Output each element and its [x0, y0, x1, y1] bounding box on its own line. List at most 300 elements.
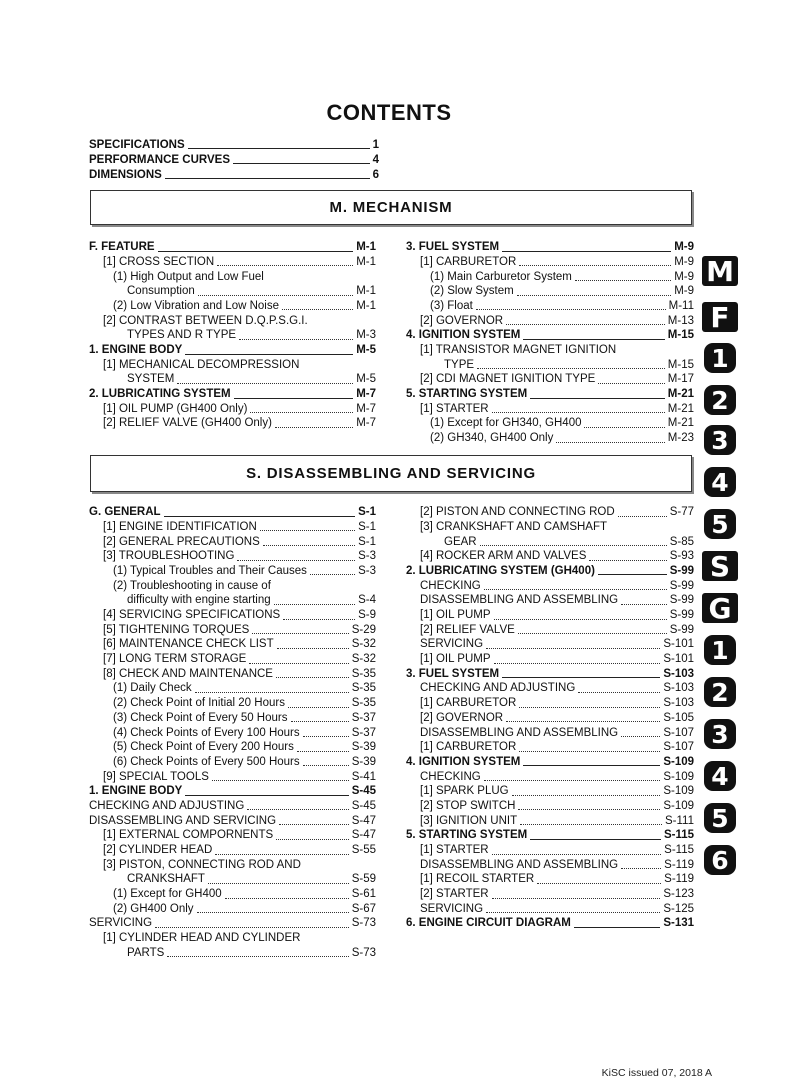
toc-entry-page: S-47 — [351, 829, 376, 842]
toc-entry-label: [2] CYLINDER HEAD — [103, 844, 213, 856]
toc-leader — [506, 721, 660, 722]
toc-entry — [406, 328, 694, 343]
toc-leader — [185, 354, 353, 355]
toc-entry-page: S-103 — [663, 682, 694, 695]
toc-entry-page: M-3 — [356, 329, 376, 342]
toc-entry-label: (1) High Output and Low Fuel — [113, 270, 264, 283]
toc-entry — [406, 343, 694, 358]
toc-entry — [406, 593, 694, 608]
toc-leader — [303, 765, 349, 766]
toc-entry-label: (1) Except for GH400 — [113, 888, 222, 901]
toc-leader — [477, 368, 665, 369]
toc-entry — [89, 902, 376, 917]
toc-entry — [406, 534, 694, 549]
toc-entry — [406, 431, 694, 446]
toc-entry — [406, 755, 694, 770]
toc-entry-page: M-15 — [667, 358, 694, 371]
toc-entry-label: TYPE — [444, 358, 475, 371]
toc-leader — [523, 765, 660, 766]
toc-entry-page: S-1 — [358, 535, 376, 548]
toc-entry — [406, 549, 694, 564]
toc-entry — [406, 637, 694, 652]
section-s-heading: S. DISASSEMBLING AND SERVICING — [90, 455, 692, 492]
toc-entry-page: M-7 — [356, 388, 376, 401]
toc-entry-page: S-41 — [351, 770, 376, 783]
toc-entry-page: S-115 — [663, 829, 694, 842]
toc-entry — [89, 946, 376, 961]
toc-leader — [492, 412, 665, 413]
toc-entry — [406, 387, 694, 402]
toc-leader — [502, 677, 660, 678]
toc-leader — [198, 295, 353, 296]
toc-leader — [263, 545, 355, 546]
toc-leader — [537, 883, 661, 884]
toc-leader — [621, 604, 667, 605]
toc-leader — [523, 339, 664, 340]
toc-entry — [406, 799, 694, 814]
toc-entry — [89, 799, 376, 814]
toc-entry-page: S-111 — [665, 814, 694, 827]
toc-leader — [589, 560, 666, 561]
toc-leader — [519, 751, 660, 752]
toc-entry-label: [1] CYLINDER HEAD AND CYLINDER — [103, 932, 301, 945]
toc-entry — [89, 416, 376, 431]
toc-entry-label: TYPES AND R TYPE — [127, 329, 237, 342]
toc-entry — [89, 931, 376, 946]
page-title: CONTENTS — [326, 100, 452, 125]
toc-entry — [406, 284, 694, 299]
toc-entry-label: [3] IGNITION UNIT — [420, 814, 518, 827]
toc-entry-page: M-11 — [668, 299, 694, 312]
toc-entry — [89, 872, 376, 887]
toc-leader — [237, 560, 355, 561]
toc-leader — [519, 707, 660, 708]
toc-entry-label: [2] CDI MAGNET IGNITION TYPE — [420, 373, 596, 386]
toc-entry-label: 6. ENGINE CIRCUIT DIAGRAM — [406, 917, 571, 930]
toc-entry — [89, 887, 376, 902]
toc-entry-label: 4. IGNITION SYSTEM — [406, 329, 521, 342]
toc-entry — [89, 313, 376, 328]
section-s-right-column — [406, 505, 694, 931]
toc-entry-page: S-119 — [664, 873, 694, 886]
toc-entry-label: [1] CARBURETOR — [420, 697, 517, 710]
toc-entry-page: S-101 — [663, 638, 694, 651]
toc-leader — [274, 604, 355, 605]
toc-entry-page: 1 — [372, 138, 379, 151]
toc-entry-label: [2] PISTON AND CONNECTING ROD — [420, 506, 615, 519]
toc-entry — [406, 725, 694, 740]
toc-leader — [288, 707, 349, 708]
toc-entry-label: SERVICING — [420, 902, 484, 915]
toc-leader — [575, 280, 671, 281]
toc-leader — [188, 148, 370, 149]
toc-entry — [406, 402, 694, 417]
toc-entry — [89, 299, 376, 314]
toc-entry-page: M-21 — [667, 388, 694, 401]
toc-entry-page: M-21 — [667, 402, 694, 415]
toc-entry — [406, 696, 694, 711]
toc-leader — [225, 898, 349, 899]
toc-entry-label: SERVICING — [89, 917, 153, 930]
toc-entry-label: SPECIFICATIONS — [89, 138, 185, 151]
toc-entry-label: [1] RECOIL STARTER — [420, 873, 535, 886]
toc-leader — [518, 809, 660, 810]
toc-leader — [291, 721, 349, 722]
toc-entry — [406, 667, 694, 682]
toc-leader — [578, 692, 660, 693]
toc-entry-page: S-39 — [351, 755, 376, 768]
toc-leader — [494, 619, 667, 620]
side-tab-g: G — [702, 593, 738, 623]
toc-entry — [406, 916, 694, 931]
toc-entry — [89, 916, 376, 931]
toc-entry-label: CHECKING — [420, 579, 481, 592]
toc-entry — [406, 740, 694, 755]
side-tab-6: 6 — [704, 845, 736, 875]
top-toc — [89, 137, 379, 182]
toc-entry-label: [4] SERVICING SPECIFICATIONS — [103, 609, 281, 621]
toc-entry-label: (2) GH400 Only — [113, 902, 194, 915]
side-tab-1: 1 — [704, 635, 736, 665]
toc-entry-page: S-103 — [663, 667, 694, 680]
toc-entry-page: S-1 — [358, 520, 376, 533]
toc-entry — [89, 681, 376, 696]
toc-leader — [486, 648, 660, 649]
toc-entry-label: [2] STARTER — [420, 888, 489, 901]
toc-entry — [89, 858, 376, 873]
toc-entry-label: (1) Main Carburetor System — [430, 270, 572, 283]
footer-issue-note: KiSC issued 07, 2018 A — [601, 1067, 712, 1079]
toc-leader — [506, 324, 665, 325]
toc-entry-page: S-1 — [358, 506, 376, 519]
toc-entry-page: S-73 — [351, 917, 376, 930]
toc-leader — [164, 516, 356, 517]
toc-entry — [406, 313, 694, 328]
section-m-left-column — [89, 240, 376, 431]
toc-entry — [406, 711, 694, 726]
toc-entry-page: M-1 — [356, 299, 376, 312]
toc-entry-page: S-99 — [669, 609, 694, 621]
toc-entry — [406, 843, 694, 858]
toc-entry-page: S-109 — [663, 799, 694, 812]
toc-entry-label: (5) Check Point of Every 200 Hours — [113, 741, 294, 754]
toc-entry-page: M-5 — [356, 373, 376, 386]
toc-entry-label: 1. ENGINE BODY — [89, 344, 183, 356]
toc-entry-label: GEAR — [444, 535, 477, 548]
toc-entry-label: [2] GOVERNOR — [420, 314, 504, 327]
toc-entry-label: DISASSEMBLING AND ASSEMBLING — [420, 726, 619, 739]
toc-leader — [520, 824, 662, 825]
toc-leader — [252, 633, 348, 634]
toc-entry-page: S-39 — [351, 741, 376, 754]
toc-entry-page: S-3 — [358, 564, 376, 577]
toc-entry-page: S-119 — [664, 858, 694, 871]
toc-leader — [215, 854, 348, 855]
toc-entry-label: CHECKING AND ADJUSTING — [420, 682, 576, 695]
side-tab-2: 2 — [704, 677, 736, 707]
toc-entry-label: [8] CHECK AND MAINTENANCE — [103, 667, 273, 680]
toc-entry — [406, 520, 694, 535]
toc-entry-label: CHECKING AND ADJUSTING — [89, 799, 245, 812]
toc-entry — [89, 343, 376, 358]
toc-entry-page: M-7 — [356, 402, 376, 415]
toc-entry-page: M-7 — [356, 417, 376, 430]
toc-entry-page: S-47 — [351, 814, 376, 827]
toc-entry-page: S-61 — [351, 888, 376, 901]
toc-entry-page: S-55 — [351, 844, 376, 856]
toc-entry — [406, 872, 694, 887]
toc-entry-label: PARTS — [127, 946, 165, 959]
toc-leader — [165, 178, 370, 179]
toc-entry-label: [1] STARTER — [420, 844, 489, 856]
toc-entry — [89, 269, 376, 284]
toc-entry — [406, 564, 694, 579]
toc-entry-page: S-93 — [669, 550, 694, 563]
toc-entry-label: [1] TRANSISTOR MAGNET IGNITION — [420, 344, 617, 356]
toc-leader — [556, 442, 664, 443]
toc-entry-page: S-9 — [358, 609, 376, 621]
toc-entry — [406, 240, 694, 255]
toc-leader — [476, 309, 666, 310]
toc-entry — [89, 534, 376, 549]
toc-entry-page: S-109 — [663, 755, 694, 768]
toc-entry-label: 1. ENGINE BODY — [89, 785, 183, 798]
toc-entry-page: S-3 — [358, 550, 376, 563]
toc-entry-page: S-131 — [663, 917, 694, 930]
toc-entry-label: (2) Check Point of Initial 20 Hours — [113, 697, 285, 710]
toc-entry — [89, 667, 376, 682]
toc-entry-label: [7] LONG TERM STORAGE — [103, 653, 247, 666]
toc-leader — [598, 574, 667, 575]
side-tab-1: 1 — [704, 343, 736, 373]
toc-entry-page: S-32 — [351, 653, 376, 666]
toc-entry-label: Consumption — [127, 285, 195, 298]
toc-entry — [406, 372, 694, 387]
toc-leader — [621, 736, 660, 737]
toc-entry — [406, 608, 694, 623]
side-tab-3: 3 — [704, 719, 736, 749]
toc-leader — [598, 383, 665, 384]
side-tab-2: 2 — [704, 385, 736, 415]
toc-entry-label: [4] ROCKER ARM AND VALVES — [420, 550, 587, 563]
toc-leader — [618, 516, 667, 517]
toc-entry-page: M-1 — [356, 255, 376, 268]
toc-entry-page: S-35 — [351, 697, 376, 710]
toc-leader — [574, 927, 660, 928]
toc-leader — [530, 398, 665, 399]
toc-entry-label: [1] OIL PUMP — [420, 653, 491, 666]
toc-entry — [406, 358, 694, 373]
toc-leader — [519, 265, 671, 266]
toc-entry-page: M-13 — [667, 314, 694, 327]
side-tab-4: 4 — [704, 761, 736, 791]
toc-entry-page: M-5 — [356, 344, 376, 356]
toc-entry-page: S-103 — [663, 697, 694, 710]
toc-entry-label: 4. IGNITION SYSTEM — [406, 755, 521, 768]
toc-entry — [89, 520, 376, 535]
toc-leader — [277, 648, 349, 649]
toc-leader — [283, 619, 355, 620]
toc-entry-page: S-37 — [351, 711, 376, 724]
toc-entry-page: S-125 — [663, 902, 694, 915]
toc-entry-label: [1] OIL PUMP (GH400 Only) — [103, 402, 248, 415]
toc-entry — [406, 858, 694, 873]
toc-entry — [406, 681, 694, 696]
toc-entry — [89, 769, 376, 784]
toc-leader — [197, 912, 349, 913]
section-m-heading: M. MECHANISM — [90, 190, 692, 225]
toc-entry — [89, 284, 376, 299]
toc-entry — [89, 137, 379, 152]
toc-entry-page: S-59 — [351, 873, 376, 886]
toc-entry — [406, 887, 694, 902]
toc-entry — [89, 652, 376, 667]
toc-entry — [89, 167, 379, 182]
side-tab-5: 5 — [704, 509, 736, 539]
toc-entry-label: [1] STARTER — [420, 402, 489, 415]
toc-entry-page: S-123 — [663, 888, 694, 901]
toc-entry-label: (2) Troubleshooting in cause of — [113, 579, 271, 592]
toc-entry-label: DISASSEMBLING AND SERVICING — [89, 814, 277, 827]
toc-entry-page: S-4 — [358, 594, 376, 607]
toc-entry-label: G. GENERAL — [89, 506, 161, 519]
toc-entry-page: S-115 — [664, 844, 694, 856]
toc-leader — [279, 824, 349, 825]
toc-entry-label: 3. FUEL SYSTEM — [406, 667, 500, 680]
toc-entry-page: S-35 — [351, 667, 376, 680]
toc-leader — [494, 663, 661, 664]
toc-entry — [89, 255, 376, 270]
toc-entry — [406, 902, 694, 917]
toc-entry — [89, 608, 376, 623]
toc-entry-page: M-9 — [674, 285, 694, 298]
toc-entry-label: (3) Float — [430, 299, 473, 312]
toc-entry-label: 5. STARTING SYSTEM — [406, 388, 528, 401]
toc-entry-label: [2] STOP SWITCH — [420, 799, 516, 812]
toc-entry-label: [1] CROSS SECTION — [103, 255, 215, 268]
toc-entry-page: S-99 — [669, 594, 694, 607]
toc-leader — [276, 677, 349, 678]
toc-entry-label: DISASSEMBLING AND ASSEMBLING — [420, 594, 619, 607]
toc-entry-page: M-9 — [674, 241, 694, 254]
toc-entry-label: [3] TROUBLESHOOTING — [103, 550, 235, 563]
toc-leader — [621, 868, 661, 869]
toc-leader — [208, 883, 349, 884]
toc-entry-page: M-1 — [356, 285, 376, 298]
toc-entry-label: (4) Check Points of Every 100 Hours — [113, 726, 300, 739]
toc-entry-label: [2] CONTRAST BETWEEN D.Q.P.S.G.I. — [103, 314, 308, 327]
toc-leader — [250, 412, 353, 413]
toc-entry — [89, 623, 376, 638]
toc-entry-label: difficulty with engine starting — [127, 594, 271, 607]
toc-leader — [480, 545, 667, 546]
toc-entry — [406, 269, 694, 284]
toc-entry — [89, 578, 376, 593]
toc-entry-page: M-21 — [667, 417, 694, 430]
toc-leader — [310, 574, 355, 575]
toc-entry-page: S-99 — [669, 623, 694, 636]
toc-entry-page: S-85 — [669, 535, 694, 548]
toc-entry-label: [3] CRANKSHAFT AND CAMSHAFT — [420, 520, 608, 533]
toc-entry-label: [1] CARBURETOR — [420, 741, 517, 754]
toc-leader — [249, 663, 348, 664]
toc-entry-page: S-67 — [351, 902, 376, 915]
toc-entry — [89, 372, 376, 387]
toc-entry-label: [1] EXTERNAL COMPORNENTS — [103, 829, 274, 842]
toc-entry — [89, 549, 376, 564]
toc-entry-label: (1) Daily Check — [113, 682, 192, 695]
toc-entry — [89, 740, 376, 755]
toc-entry-label: (1) Typical Troubles and Their Causes — [113, 564, 307, 577]
toc-entry-page: S-45 — [351, 785, 376, 798]
side-tab-3: 3 — [704, 425, 736, 455]
toc-entry — [89, 843, 376, 858]
toc-entry-label: SERVICING — [420, 638, 484, 651]
toc-entry — [89, 328, 376, 343]
toc-entry-label: [5] TIGHTENING TORQUES — [103, 623, 250, 636]
toc-entry-label: [1] ENGINE IDENTIFICATION — [103, 520, 257, 533]
toc-leader — [492, 898, 661, 899]
toc-leader — [158, 251, 354, 252]
toc-leader — [275, 427, 353, 428]
toc-entry-label: (2) GH340, GH400 Only — [430, 432, 554, 445]
section-m-right-column — [406, 240, 694, 446]
toc-entry-page: S-101 — [663, 653, 694, 666]
side-tab-m: M — [702, 256, 738, 286]
toc-entry-page: S-109 — [663, 770, 694, 783]
toc-entry — [89, 505, 376, 520]
toc-entry-label: [1] OIL PUMP — [420, 609, 491, 621]
toc-entry-page: S-107 — [663, 726, 694, 739]
toc-entry-label: (3) Check Point of Every 50 Hours — [113, 711, 288, 724]
toc-entry — [406, 769, 694, 784]
toc-entry — [89, 711, 376, 726]
toc-entry-page: M-1 — [356, 241, 376, 254]
toc-entry-label: CRANKSHAFT — [127, 873, 205, 886]
toc-leader — [276, 839, 349, 840]
toc-entry-page: S-32 — [351, 638, 376, 651]
toc-entry — [89, 755, 376, 770]
toc-entry — [406, 299, 694, 314]
toc-entry — [89, 828, 376, 843]
toc-leader — [282, 309, 353, 310]
side-tab-4: 4 — [704, 467, 736, 497]
toc-entry-label: SYSTEM — [127, 373, 175, 386]
toc-entry — [89, 593, 376, 608]
toc-entry — [89, 387, 376, 402]
toc-entry-label: PERFORMANCE CURVES — [89, 153, 230, 166]
toc-entry-page: M-23 — [667, 432, 694, 445]
toc-entry-page: S-109 — [663, 785, 694, 798]
toc-entry — [406, 255, 694, 270]
toc-entry — [89, 564, 376, 579]
toc-entry — [89, 725, 376, 740]
toc-entry-label: [9] SPECIAL TOOLS — [103, 770, 209, 783]
toc-entry — [406, 652, 694, 667]
toc-leader — [155, 927, 349, 928]
toc-entry — [89, 402, 376, 417]
toc-leader — [217, 265, 353, 266]
toc-entry-page: S-107 — [663, 741, 694, 754]
toc-leader — [233, 163, 370, 164]
toc-leader — [492, 854, 662, 855]
toc-entry-label: [1] SPARK PLUG — [420, 785, 509, 798]
toc-leader — [239, 339, 353, 340]
toc-entry-page: 4 — [372, 153, 379, 166]
toc-leader — [584, 427, 664, 428]
side-tab-f: F — [702, 302, 738, 332]
toc-entry — [89, 696, 376, 711]
